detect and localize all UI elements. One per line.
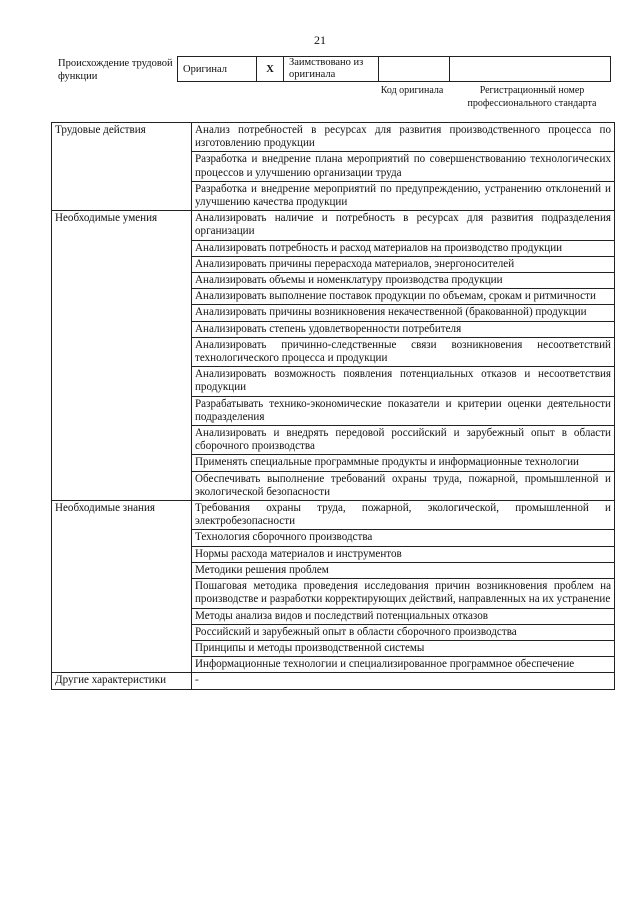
code-caption: Код оригинала bbox=[380, 85, 444, 96]
section-item: Требования охраны труда, пожарной, экологической, промышленной и электробезопасности bbox=[192, 501, 615, 530]
borrowed-cell: Заимствовано из оригинала bbox=[284, 57, 379, 82]
origin-table bbox=[177, 56, 611, 82]
reg-number-caption: Регистрационный номер профессионального стандарта bbox=[467, 85, 597, 109]
section-item: Анализировать выполнение поставок продукции по объемам, срокам и ритмичности bbox=[192, 289, 615, 305]
section-item: Технология сборочного производства bbox=[192, 530, 615, 546]
section-item: Анализировать потребность и расход материалов на производство продукции bbox=[192, 240, 615, 256]
table-row bbox=[52, 123, 615, 152]
original-cell: Оригинал bbox=[178, 57, 257, 82]
section-item: Анализ потребностей в ресурсах для развития производственного процесса по изготовлению продукции bbox=[192, 123, 615, 152]
section-item: Анализировать и внедрять передовой российский и зарубежный опыт в области сборочного производства bbox=[192, 426, 615, 455]
section-item: Разработка и внедрение мероприятий по предупреждению, устранению отклонений и улучшению качества продукции bbox=[192, 181, 615, 210]
section-item: Информационные технологии и специализированное программное обеспечение bbox=[192, 657, 615, 673]
origin-label: Происхождение трудовой функции bbox=[58, 58, 173, 82]
section-item: Нормы расхода материалов и инструментов bbox=[192, 546, 615, 562]
section-header: Трудовые действия bbox=[52, 123, 192, 211]
section-header: Необходимые знания bbox=[52, 501, 192, 673]
section-item: Методы анализа видов и последствий потенциальных отказов bbox=[192, 608, 615, 624]
section-item: Методики решения проблем bbox=[192, 562, 615, 578]
section-item: Разработка и внедрение плана мероприятий по совершенствованию технологических процессов и улучшению организации труда bbox=[192, 152, 615, 181]
function-table bbox=[51, 122, 615, 690]
table-row bbox=[52, 501, 615, 530]
section-item: Анализировать причины возникновения некачественной (бракованной) продукции bbox=[192, 305, 615, 321]
section-header: Необходимые умения bbox=[52, 211, 192, 501]
section-item: Анализировать степень удовлетворенности потребителя bbox=[192, 321, 615, 337]
section-header: Другие характеристики bbox=[52, 673, 192, 689]
section-item: Обеспечивать выполнение требований охраны труда, пожарной, промышленной и экологической безопасности bbox=[192, 471, 615, 500]
section-item: Анализировать возможность появления потенциальных отказов и несоответствия продукции bbox=[192, 367, 615, 396]
section-item: Разрабатывать технико-экономические показатели и критерии оценки деятельности подразделения bbox=[192, 396, 615, 425]
section-item: Принципы и методы производственной системы bbox=[192, 640, 615, 656]
page-number: 21 bbox=[314, 33, 326, 47]
section-item: Анализировать причины перерасхода материалов, энергоносителей bbox=[192, 256, 615, 272]
section-item: Анализировать причинно-следственные связи возникновения несоответствий технологического процесса и продукции bbox=[192, 337, 615, 366]
section-item: Анализировать объемы и номенклатуру производства продукции bbox=[192, 273, 615, 289]
section-item: Пошаговая методика проведения исследования причин возникновения проблем на производстве и разработки корректирующих действий, направленных на их устранение bbox=[192, 579, 615, 608]
reg-number-cell bbox=[450, 57, 611, 82]
section-item: - bbox=[192, 673, 615, 689]
code-cell bbox=[379, 57, 450, 82]
section-item: Российский и зарубежный опыт в области сборочного производства bbox=[192, 624, 615, 640]
original-mark: X bbox=[257, 57, 284, 82]
section-item: Применять специальные программные продукты и информационные технологии bbox=[192, 455, 615, 471]
table-row bbox=[52, 211, 615, 240]
table-row bbox=[52, 673, 615, 689]
section-item: Анализировать наличие и потребность в ресурсах для развития подразделения организации bbox=[192, 211, 615, 240]
